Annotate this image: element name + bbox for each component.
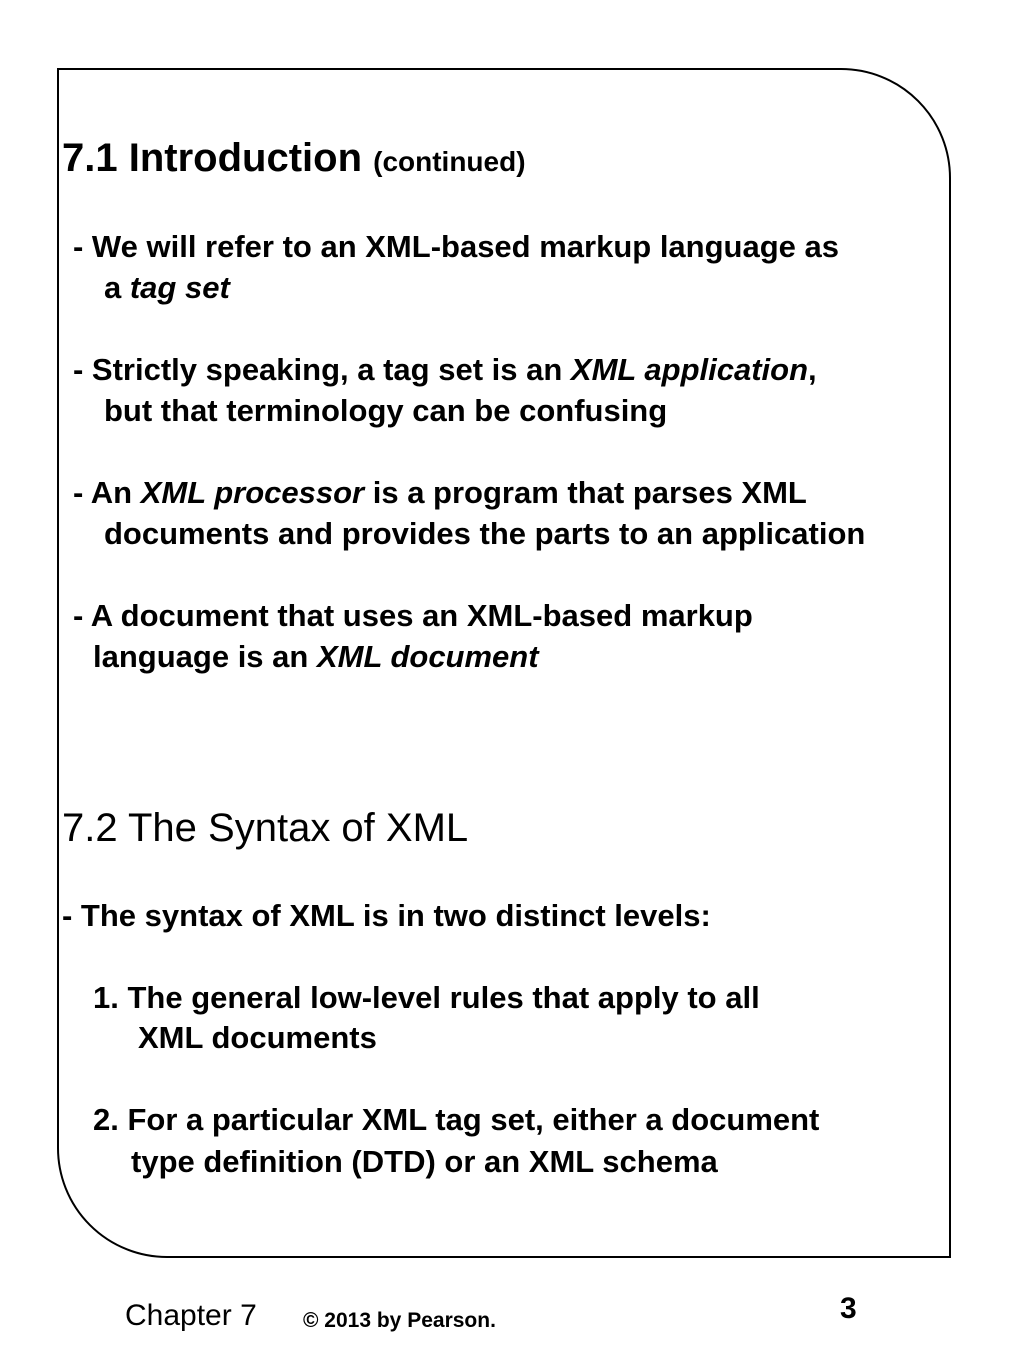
item-1-line-1: 1. The general low-level rules that apply to all bbox=[93, 980, 760, 1015]
bullet-4-line-1: - A document that uses an XML-based markup bbox=[73, 598, 753, 633]
footer-chapter: Chapter 7 bbox=[125, 1299, 257, 1332]
term-xml-document: XML document bbox=[316, 639, 539, 674]
bullet-2-comma: , bbox=[808, 352, 817, 387]
section-1-heading-text: 7.1 Introduction bbox=[62, 136, 362, 180]
item-2-line-1: 2. For a particular XML tag set, either a document bbox=[93, 1102, 820, 1137]
footer-copyright: © 2013 by Pearson. bbox=[303, 1309, 496, 1332]
term-tag-set: tag set bbox=[129, 270, 230, 305]
section-1-heading-suffix: (continued) bbox=[373, 146, 526, 177]
bullet-3-text-post: is a program that parses XML bbox=[364, 475, 807, 510]
item-2-line-2: type definition (DTD) or an XML schema bbox=[131, 1144, 718, 1179]
bullet-3-text-pre: - An bbox=[73, 475, 141, 510]
section-1-heading bbox=[62, 138, 526, 178]
bullet-4-line-2 bbox=[93, 641, 539, 672]
page-number: 3 bbox=[840, 1292, 857, 1325]
section-2-heading: 7.2 The Syntax of XML bbox=[62, 806, 469, 850]
bullet-3-line-1 bbox=[73, 477, 807, 508]
bullet-4-text: language is an bbox=[93, 639, 317, 674]
bullet-2-text: - Strictly speaking, a tag set is an bbox=[73, 352, 571, 387]
bullet-3-line-2: documents and provides the parts to an application bbox=[104, 516, 866, 551]
term-xml-processor: XML processor bbox=[140, 475, 365, 510]
section-2-intro: - The syntax of XML is in two distinct levels: bbox=[62, 898, 711, 933]
bullet-2-line-1 bbox=[73, 354, 817, 385]
item-1-line-2: XML documents bbox=[138, 1020, 377, 1055]
bullet-1-line-1: - We will refer to an XML-based markup language as bbox=[73, 229, 839, 264]
term-xml-application: XML application bbox=[570, 352, 809, 387]
bullet-1-text: a bbox=[104, 270, 130, 305]
bullet-1-line-2 bbox=[104, 272, 230, 303]
bullet-2-line-2: but that terminology can be confusing bbox=[104, 393, 668, 428]
